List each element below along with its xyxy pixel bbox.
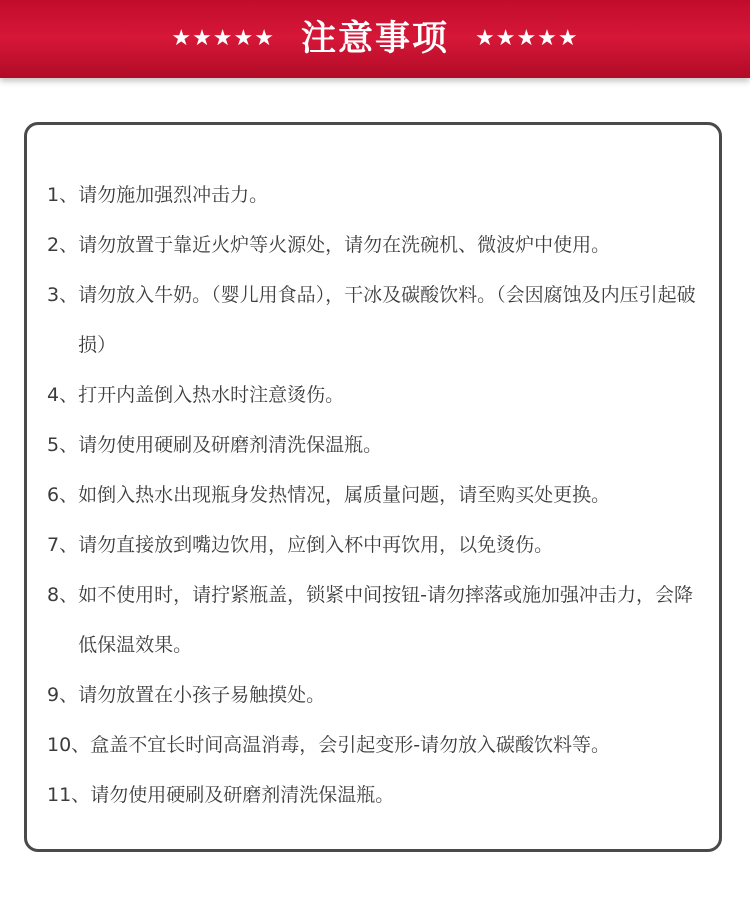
notice-item-1 bbox=[47, 170, 707, 220]
notice-number: 7、 bbox=[47, 534, 79, 556]
notice-text: 如不使用时，请拧紧瓶盖，锁紧中间按钮-请勿摔落或施加强冲击力，会降低保温效果。 bbox=[78, 584, 693, 656]
notice-number: 3、 bbox=[47, 284, 79, 306]
notice-item-7 bbox=[47, 520, 707, 570]
notice-text: 打开内盖倒入热水时注意烫伤。 bbox=[78, 384, 345, 406]
notice-number: 5、 bbox=[47, 434, 79, 456]
notice-number: 4、 bbox=[47, 384, 79, 406]
notice-text: 请勿放置在小孩子易触摸处。 bbox=[78, 684, 326, 706]
page-title: 注意事项 bbox=[300, 18, 449, 59]
notice-number: 8、 bbox=[47, 584, 79, 606]
notice-number: 2、 bbox=[47, 234, 79, 256]
notice-text: 请勿放置于靠近火炉等火源处，请勿在洗碗机、微波炉中使用。 bbox=[78, 234, 611, 256]
notice-text: 请勿使用硬刷及研磨剂清洗保温瓶。 bbox=[90, 784, 395, 806]
notice-item-5 bbox=[47, 420, 707, 470]
notice-number: 11、 bbox=[47, 784, 91, 806]
notice-number: 10、 bbox=[47, 734, 91, 756]
notice-text: 盒盖不宜长时间高温消毒，会引起变形-请勿放入碳酸饮料等。 bbox=[90, 734, 611, 756]
notice-item-6 bbox=[47, 470, 707, 520]
header-banner bbox=[0, 0, 750, 78]
notice-text: 请勿放入牛奶。（婴儿用食品），干冰及碳酸饮料。（会因腐蚀及内压引起破损） bbox=[78, 284, 696, 356]
notice-list bbox=[47, 170, 707, 820]
header-content bbox=[0, 0, 750, 78]
notice-number: 1、 bbox=[47, 184, 79, 206]
stars-left-icon: ★★★★★ bbox=[171, 26, 275, 51]
notice-number: 9、 bbox=[47, 684, 79, 706]
notice-text: 请勿使用硬刷及研磨剂清洗保温瓶。 bbox=[78, 434, 383, 456]
notice-item-8 bbox=[47, 570, 707, 670]
stars-right-icon: ★★★★★ bbox=[475, 26, 579, 51]
notice-item-10 bbox=[47, 720, 707, 770]
notice-text: 请勿施加强烈冲击力。 bbox=[78, 184, 269, 206]
notice-text: 如倒入热水出现瓶身发热情况，属质量问题，请至购买处更换。 bbox=[78, 484, 611, 506]
notice-number: 6、 bbox=[47, 484, 79, 506]
notice-item-2 bbox=[47, 220, 707, 270]
notice-item-4 bbox=[47, 370, 707, 420]
notice-item-3 bbox=[47, 270, 707, 370]
notice-card bbox=[24, 122, 722, 852]
notice-text: 请勿直接放到嘴边饮用，应倒入杯中再饮用，以免烫伤。 bbox=[78, 534, 554, 556]
notice-item-11 bbox=[47, 770, 707, 820]
notice-item-9 bbox=[47, 670, 707, 720]
